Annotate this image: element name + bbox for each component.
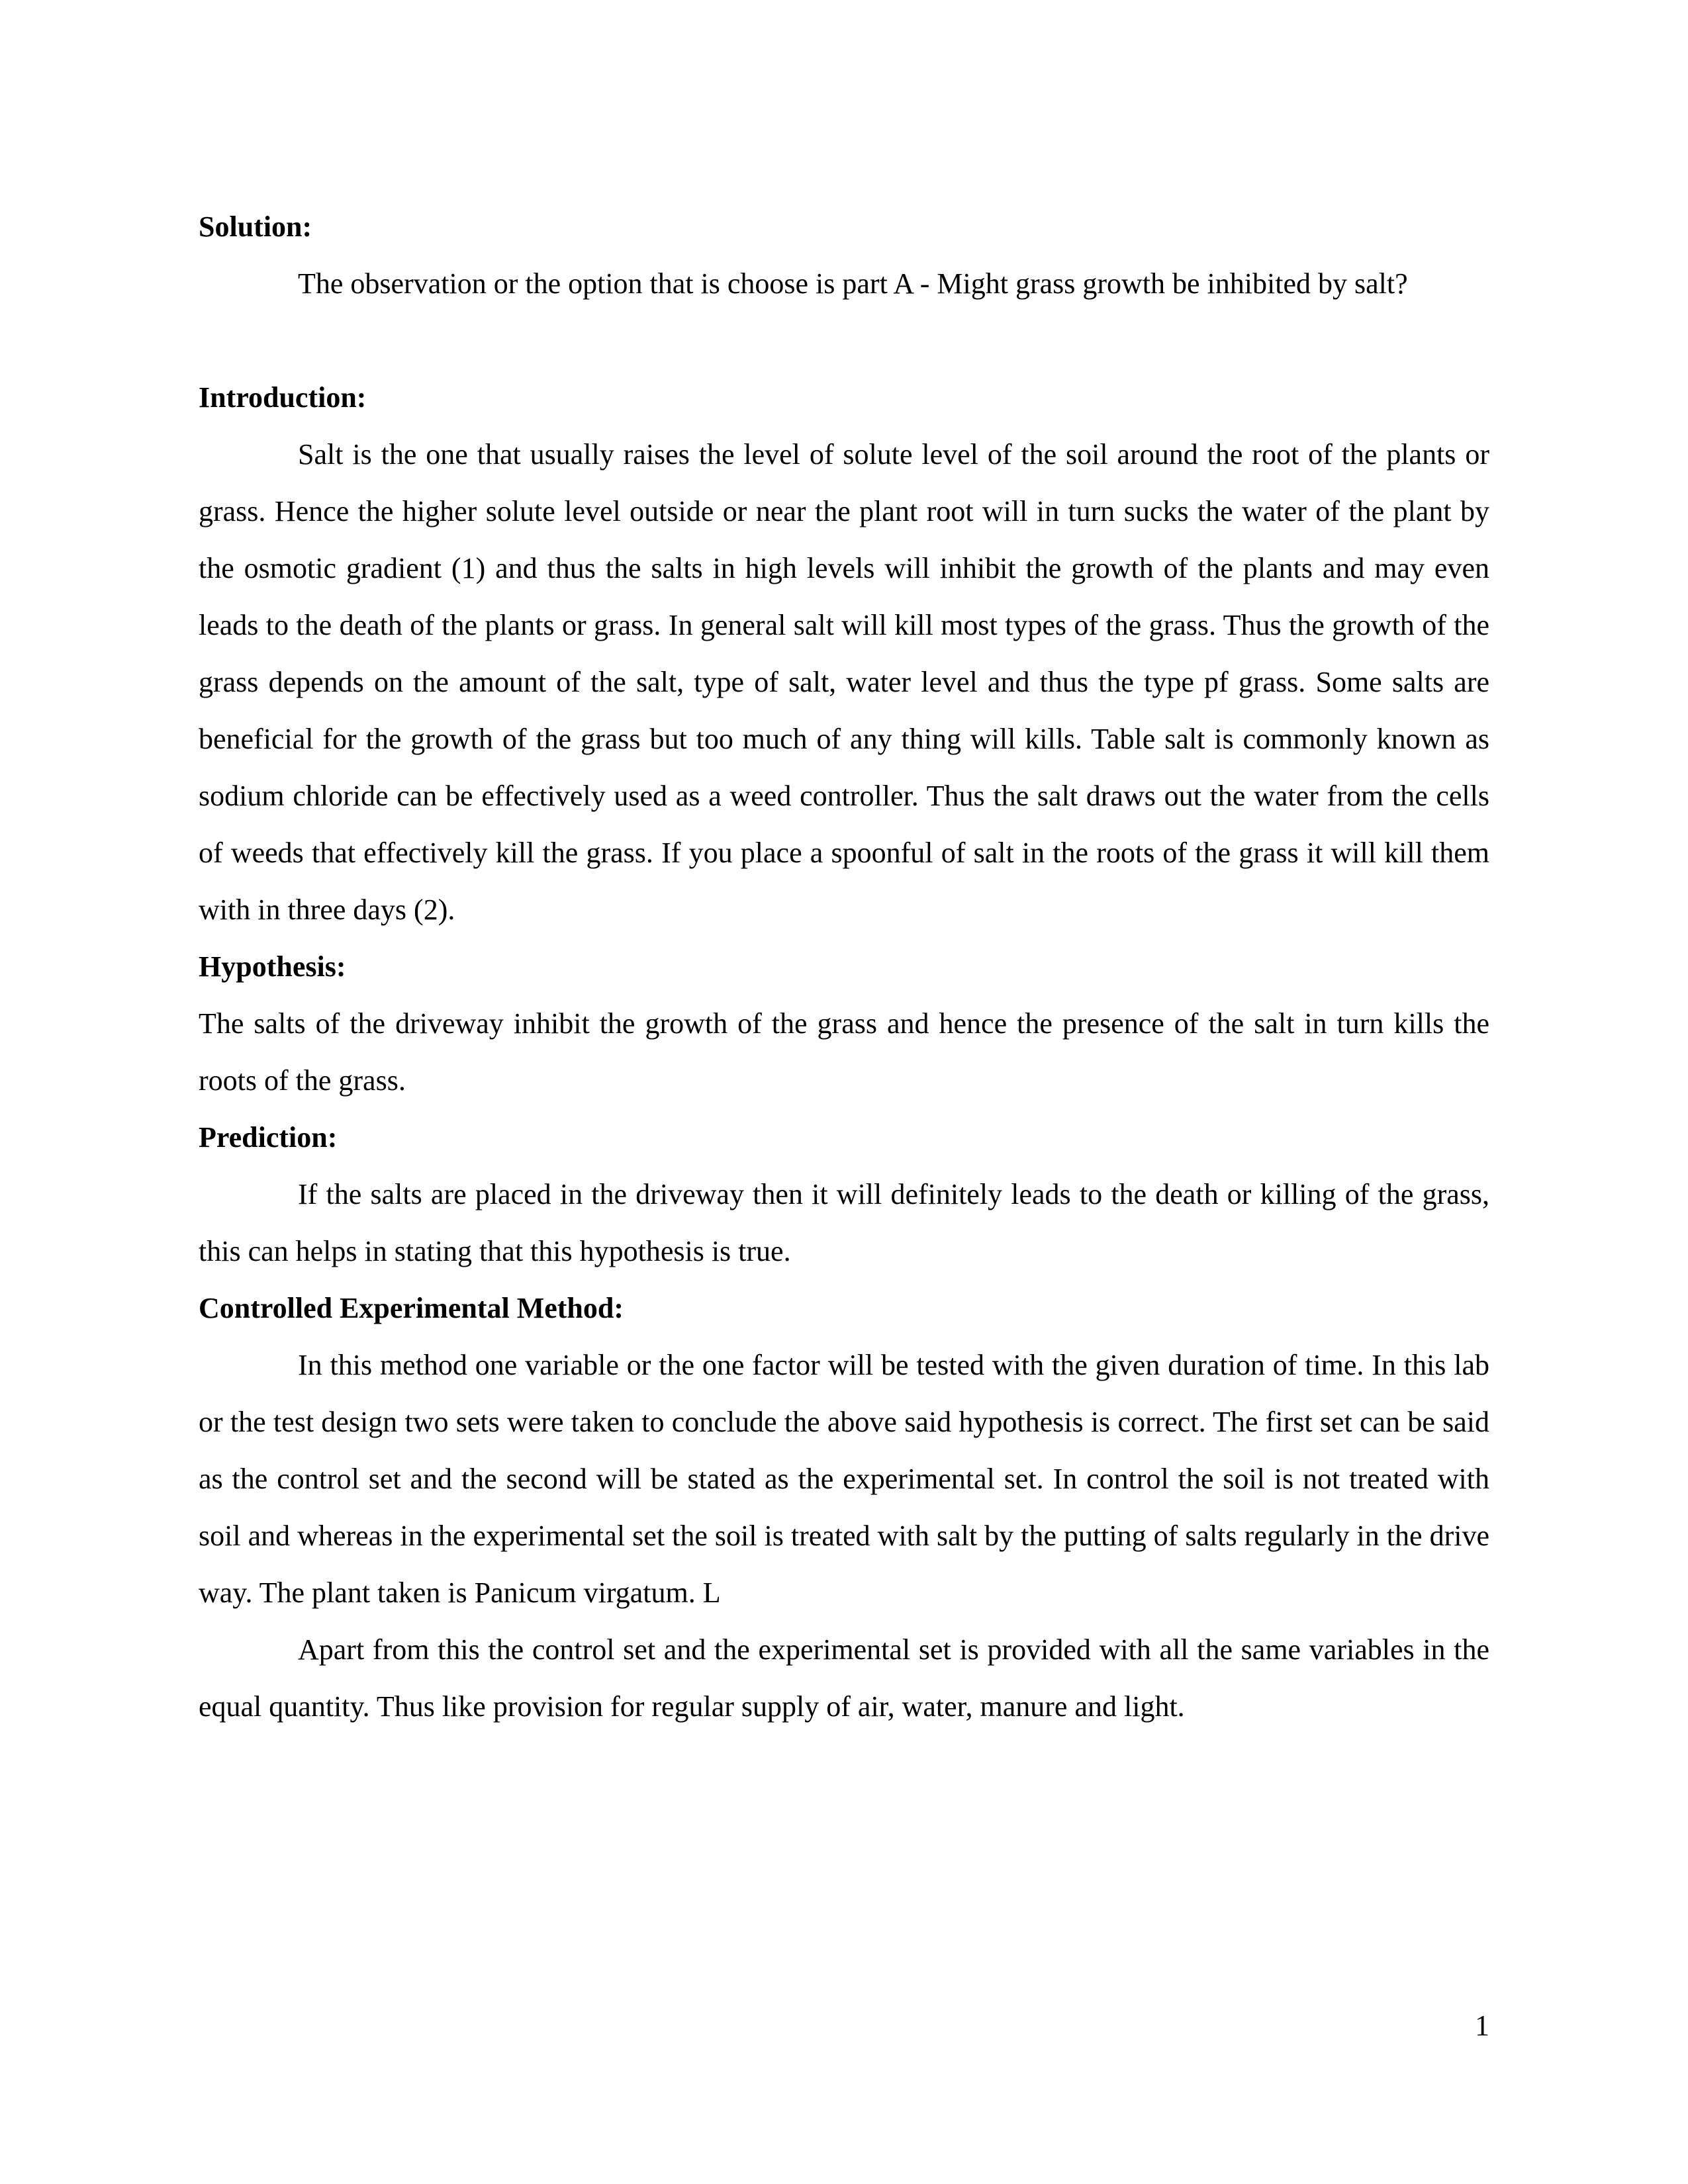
introduction-text: Salt is the one that usually raises the level of solute level of the soil around the root of the plants or grass. Hence the higher solute level outside or near the plant root will in turn sucks the water of the plant by the osmotic gradient (1) and thus the salts in high levels will inhibit the growth of the plants and may even leads to the death of the plants or grass. In general salt will kill most types of the grass. Thus the growth of the grass depends on the amount of the salt, type of salt, water level and thus the type pf grass. Some salts are beneficial for the growth of the grass but too much of any thing will kills. Table salt is commonly known as sodium chloride can be effectively used as a weed controller. Thus the salt draws out the water from the cells of weeds that effectively kill the grass. If you place a spoonful of salt in the roots of the grass it will kill them with in three days (2). [199,438,1489,926]
prediction-text: If the salts are placed in the driveway then it will definitely leads to the death or killing of the grass, this can helps in stating that this hypothesis is true. [199,1178,1489,1267]
document-page [199,199,1489,1735]
hypothesis-heading: Hypothesis: [199,950,346,983]
hypothesis-text: The salts of the driveway inhibit the growth of the grass and hence the presence of the salt in turn kills the roots of the grass. [199,1007,1489,1097]
solution-text: The observation or the option that is choose is part A - Might grass growth be inhibited by salt? [298,267,1408,300]
section-gap [199,312,1489,369]
page-number: 1 [1475,2009,1489,2042]
introduction-heading: Introduction: [199,381,367,414]
method-heading: Controlled Experimental Method: [199,1292,624,1324]
prediction-heading: Prediction: [199,1121,338,1154]
solution-heading: Solution: [199,210,312,243]
method-paragraph-2: Apart from this the control set and the experimental set is provided with all the same variables in the equal quantity. Thus like provision for regular supply of air, water, manure and light. [199,1633,1489,1723]
method-paragraph-1: In this method one variable or the one factor will be tested with the given duration of time. In this lab or the test design two sets were taken to conclude the above said hypothesis is correct. The first set can be said as the control set and the second will be stated as the experimental set. In control the soil is not treated with soil and whereas in the experimental set the soil is treated with salt by the putting of salts regularly in the drive way. The plant taken is Panicum virgatum. L [199,1349,1489,1609]
